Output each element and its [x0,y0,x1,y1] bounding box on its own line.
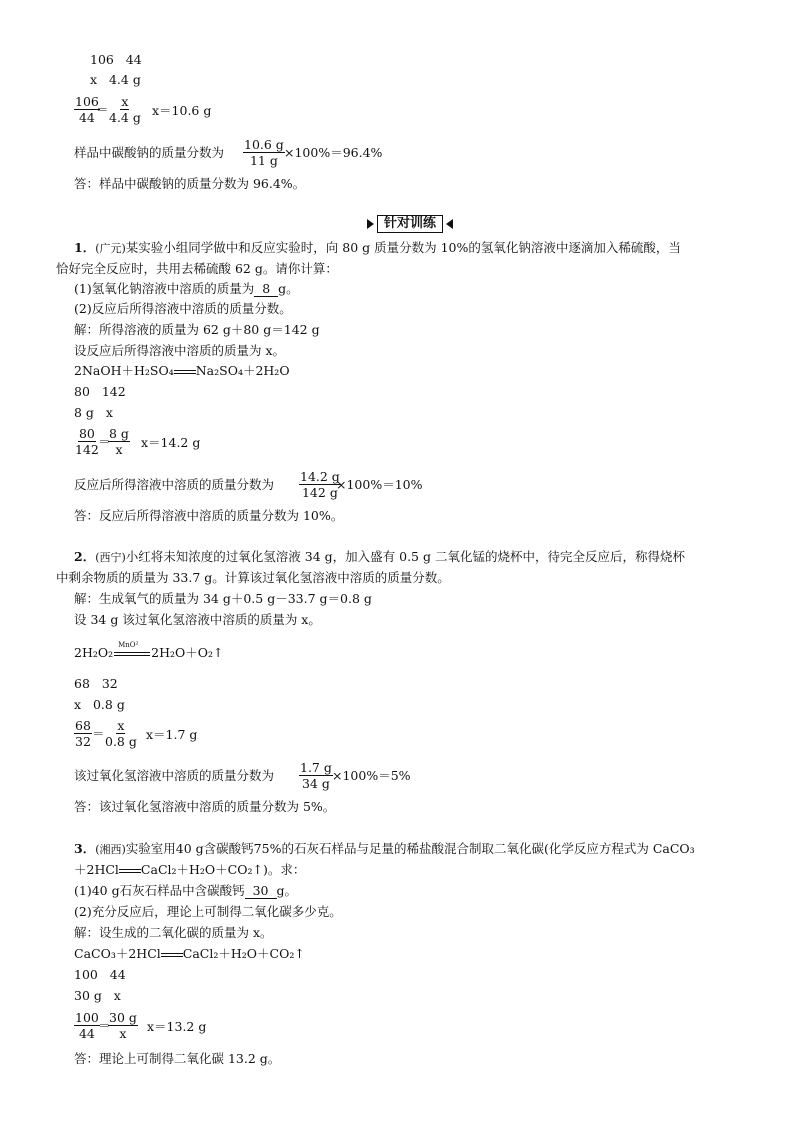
fraction: $\frac{x}{0.8 g}$ [105,718,137,749]
fraction: $\frac{100}{44}$ [75,1010,99,1041]
solution-line: 解：所得溶液的质量为 62 g＋80 g＝142 g [74,322,320,337]
fraction: $\frac{14.2 g}{142 g}$ [300,469,340,500]
question-2-cont: 中剩余物质的质量为 33.7 g。计算该过氧化氢溶液中溶质的质量分数。 [56,570,450,585]
percent-line: 样品中碳酸钠的质量分数为 [74,145,225,160]
equals-sign: ＝ [92,726,105,741]
result: x＝14.2 g [141,435,201,450]
catalyst-label: MnO² [118,640,139,649]
equation-arrow [119,869,141,873]
fraction: $\frac{10.6 g}{11 g}$ [244,137,284,168]
mass-ratio-row: x 0.8 g [74,697,125,712]
equation-arrow [174,370,196,374]
question-2: 2．(西宁)小红将未知浓度的过氧化氢溶液 34 g，加入盛有 0.5 g 二氧化锰的烧杯中，待完全反应后，称得烧杯 [74,549,685,564]
answer-blank: 8 [254,282,278,297]
answer: 答：反应后所得溶液中溶质的质量分数为 10%。 [74,508,344,523]
sub-question: (2)充分反应后，理论上可制得二氧化碳多少克。 [74,904,342,919]
mass-ratio-row: 80 142 [74,384,126,399]
fraction: $\frac{68}{32}$ [75,718,91,749]
triangle-right-icon [367,219,374,229]
fraction: $\frac{x}{4.4 g}$ [109,94,141,125]
solution-line: 设反应后所得溶液中溶质的质量为 x。 [74,343,286,358]
mass-ratio-row: x 4.4 g [90,72,141,87]
question-3: 3．(湘西)实验室用40 g含碳酸钙75%的石灰石样品与足量的稀盐酸混合制取二氧化碳(化学反应方程式为 CaCO₃ [74,841,695,856]
answer: 答：理论上可制得二氧化碳 13.2 g。 [74,1051,281,1066]
fraction: $\frac{8 g}{x}$ [109,426,129,457]
percent-line: 反应后所得溶液中溶质的质量分数为 [74,477,275,492]
fraction: $\frac{30 g}{x}$ [109,1010,137,1041]
percent-result: ×100%＝10% [336,477,423,492]
answer: 答：样品中碳酸钠的质量分数为 96.4%。 [74,176,306,191]
sub-question: (2)反应后所得溶液中溶质的质量分数。 [74,301,292,316]
question-1: 1．(广元)某实验小组同学做中和反应实验时，向 80 g 质量分数为 10%的氢氧化钠溶液中逐滴加入稀硫酸，当 [74,240,681,255]
mass-ratio-row: 30 g x [74,988,121,1003]
equation-arrow [161,953,183,957]
sub-question: (1)40 g石灰石样品中含碳酸钙 30 g。 [74,883,298,898]
solution-line: 设 34 g 该过氧化氢溶液中溶质的质量为 x。 [74,612,321,627]
result: x＝1.7 g [146,727,198,742]
solution-line: 解：生成氧气的质量为 34 g＋0.5 g－33.7 g＝0.8 g [74,591,372,606]
fraction: $\frac{80}{142}$ [75,426,99,457]
chemical-equation: 2H₂O₂ MnO² 2H₂O＋O₂↑ [74,640,224,660]
fraction: $\frac{106}{44}$ [75,94,99,125]
chemical-equation: 2NaOH＋H₂SO₄ Na₂SO₄＋2H₂O [74,363,290,378]
result: x＝13.2 g [147,1019,207,1034]
answer-blank: 30 [245,884,277,899]
chemical-equation: CaCO₃＋2HCl CaCl₂＋H₂O＋CO₂↑ [74,946,305,961]
percent-result: ×100%＝5% [332,768,411,783]
fraction: $\frac{1.7 g}{34 g}$ [300,760,332,791]
result: x＝10.6 g [152,103,212,118]
equals-sign: ＝ [98,1018,111,1033]
solution-line: 解：设生成的二氧化碳的质量为 x。 [74,925,273,940]
sub-question: (1)氢氧化钠溶液中溶质的质量为 8 g。 [74,281,299,296]
equals-sign: ＝ [98,434,111,449]
percent-line: 该过氧化氢溶液中溶质的质量分数为 [74,768,275,783]
mass-ratio-row: 68 32 [74,676,118,691]
answer: 答：该过氧化氢溶液中溶质的质量分数为 5%。 [74,799,336,814]
banner-title: 针对训练 [377,215,443,233]
section-banner [367,215,453,233]
mass-ratio-row: 106 44 [90,52,142,67]
question-3-cont: ＋2HCl CaCl₂＋H₂O＋CO₂↑)。求： [74,862,306,877]
question-1-cont: 恰好完全反应时，共用去稀硫酸 62 g。请你计算： [56,261,338,276]
mass-ratio-row: 100 44 [74,967,126,982]
equals-sign: ＝ [96,102,109,117]
triangle-left-icon [446,219,453,229]
mass-ratio-row: 8 g x [74,405,113,420]
percent-result: ×100%＝96.4% [284,145,383,160]
equation-arrow [114,640,150,656]
